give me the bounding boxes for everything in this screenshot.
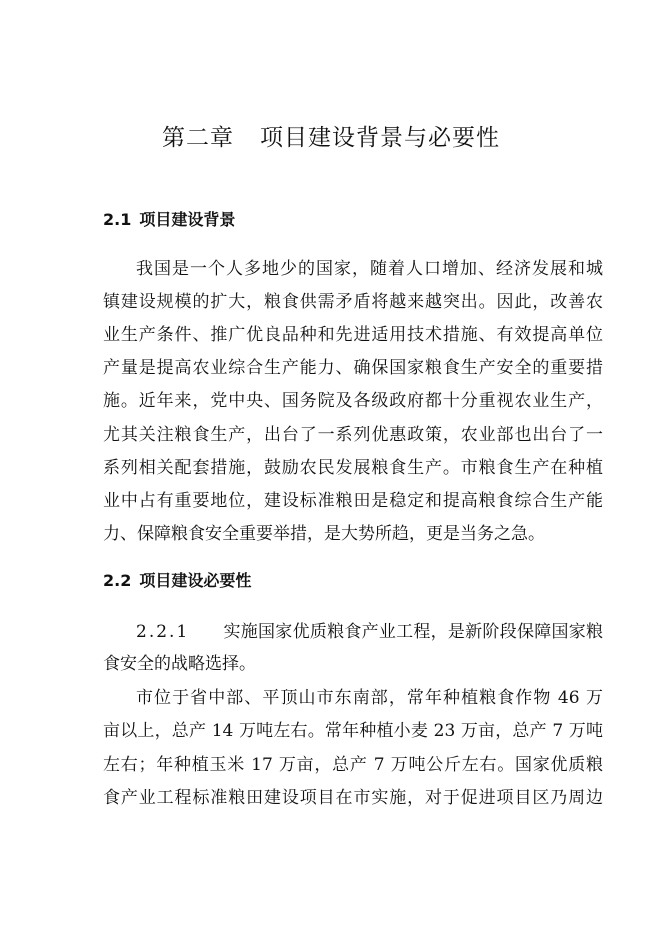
paragraph-line: 亩以上，总产 14 万吨左右。常年种植小麦 23 万亩，总产 7 万吨 [103,721,603,741]
paragraph-line: 市位于省中部、平顶山市东南部，常年种植粮食作物 46 万 [136,688,603,708]
paragraph-line: 镇建设规模的扩大，粮食供需矛盾将越来越突出。因此，改善农 [103,292,603,312]
paragraph-line: 业生产条件、推广优良品种和先进适用技术措施、有效提高单位 [103,325,603,345]
section-number: 2.2 [103,571,132,590]
paragraph-line: 尤其关注粮食生产，出台了一系列优惠政策，农业部也出台了一 [103,425,603,445]
paragraph-line: 业中占有重要地位，建设标准粮田是稳定和提高粮食综合生产能 [103,491,603,511]
paragraph-line: 产量是提高农业综合生产能力、确保国家粮食生产安全的重要措 [103,358,603,378]
subsection-number: 2.2.1 [136,622,190,642]
chapter-number: 第二章 [162,125,234,151]
section-heading-2-2 [103,570,251,592]
section-title: 项目建设背景 [139,210,236,229]
paragraph-line: 力、保障粮食安全重要举措，是大势所趋，更是当务之急。 [103,524,545,544]
paragraph-line: 左右；年种植玉米 17 万亩，总产 7 万吨公斤左右。国家优质粮 [103,755,603,775]
paragraph-line: 施。近年来，党中央、国务院及各级政府都十分重视农业生产， [103,391,603,411]
subsection-line [136,620,603,644]
subsection-line: 食安全的战略选择。 [103,654,256,674]
section-title: 项目建设必要性 [139,571,252,590]
paragraph-line: 系列相关配套措施，鼓励农民发展粮食生产。市粮食生产在种植 [103,458,603,478]
section-number: 2.1 [103,210,132,229]
paragraph-line: 食产业工程标准粮田建设项目在市实施，对于促进项目区乃周边 [103,788,603,808]
section-heading-2-1 [103,209,235,231]
chapter-title [0,122,662,154]
subsection-text: 实施国家优质粮食产业工程，是新阶段保障国家粮 [223,622,603,642]
paragraph-line: 我国是一个人多地少的国家，随着人口增加、经济发展和城 [136,259,603,279]
chapter-title-text: 项目建设背景与必要性 [260,125,500,151]
